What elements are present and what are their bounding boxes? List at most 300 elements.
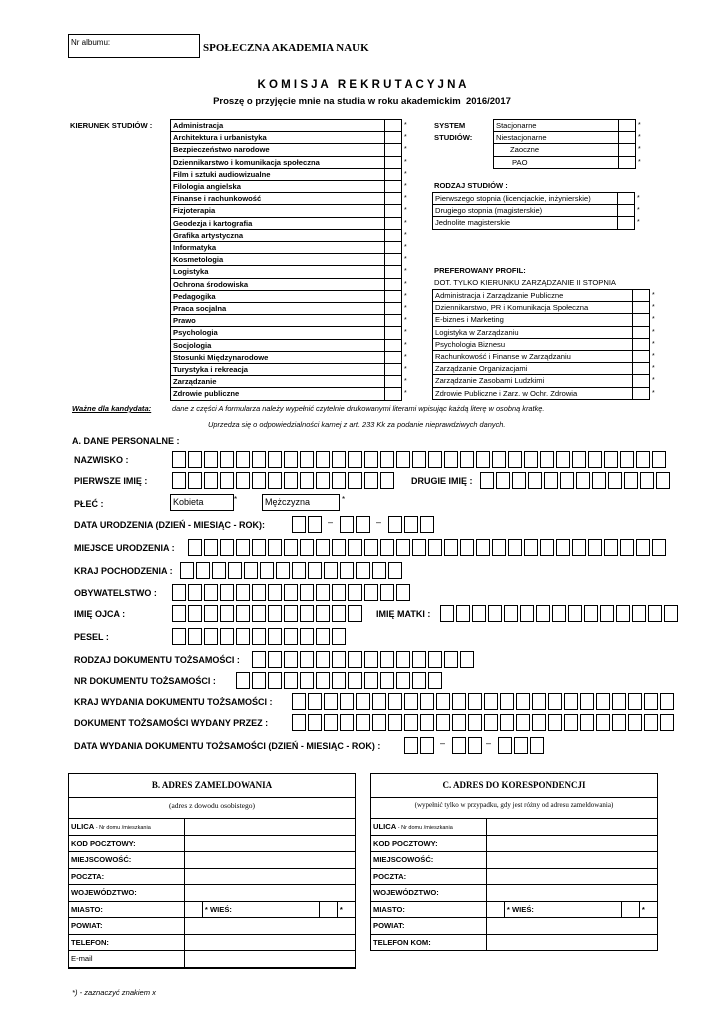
letter-cell[interactable] bbox=[564, 693, 578, 710]
kierunek-item-checkbox[interactable] bbox=[385, 156, 402, 168]
letter-cell[interactable] bbox=[252, 539, 266, 556]
letter-cell[interactable] bbox=[428, 672, 442, 689]
letter-cell[interactable] bbox=[476, 451, 490, 468]
rodzaj-item-checkbox[interactable] bbox=[618, 193, 635, 205]
c-telefon-field[interactable] bbox=[487, 934, 658, 951]
letter-cell[interactable] bbox=[396, 651, 410, 668]
letter-cell[interactable] bbox=[412, 672, 426, 689]
c-powiat-field[interactable] bbox=[487, 918, 658, 935]
letter-cell[interactable] bbox=[636, 539, 650, 556]
kierunek-item-checkbox[interactable] bbox=[385, 388, 402, 400]
kierunek-item-checkbox[interactable] bbox=[385, 364, 402, 376]
letter-cell[interactable] bbox=[348, 672, 362, 689]
letter-cell[interactable] bbox=[220, 605, 234, 622]
letter-cell[interactable] bbox=[292, 693, 306, 710]
letter-cell[interactable] bbox=[228, 562, 242, 579]
letter-cell[interactable] bbox=[452, 714, 466, 731]
profil-item-checkbox[interactable] bbox=[633, 290, 650, 302]
kierunek-item-checkbox[interactable] bbox=[385, 193, 402, 205]
letter-cell[interactable] bbox=[388, 516, 402, 533]
letter-cell[interactable] bbox=[372, 562, 386, 579]
letter-cell[interactable] bbox=[500, 693, 514, 710]
data-ur-year[interactable] bbox=[388, 516, 436, 533]
letter-cell[interactable] bbox=[396, 672, 410, 689]
letter-cell[interactable] bbox=[364, 672, 378, 689]
letter-cell[interactable] bbox=[236, 628, 250, 645]
letter-cell[interactable] bbox=[632, 605, 646, 622]
letter-cell[interactable] bbox=[220, 539, 234, 556]
letter-cell[interactable] bbox=[536, 605, 550, 622]
letter-cell[interactable] bbox=[316, 605, 330, 622]
letter-cell[interactable] bbox=[380, 651, 394, 668]
kierunek-item-checkbox[interactable] bbox=[385, 120, 402, 132]
letter-cell[interactable] bbox=[204, 605, 218, 622]
letter-cell[interactable] bbox=[576, 472, 590, 489]
letter-cell[interactable] bbox=[276, 562, 290, 579]
letter-cell[interactable] bbox=[372, 693, 386, 710]
drugie-imie-cells[interactable] bbox=[480, 472, 672, 489]
kobieta-checkbox[interactable]: Kobieta bbox=[170, 494, 234, 511]
letter-cell[interactable] bbox=[608, 472, 622, 489]
letter-cell[interactable] bbox=[568, 605, 582, 622]
letter-cell[interactable] bbox=[172, 605, 186, 622]
letter-cell[interactable] bbox=[332, 584, 346, 601]
letter-cell[interactable] bbox=[436, 714, 450, 731]
kierunek-item-checkbox[interactable] bbox=[385, 254, 402, 266]
pierwsze-imie-cells[interactable] bbox=[172, 472, 396, 489]
letter-cell[interactable] bbox=[268, 539, 282, 556]
letter-cell[interactable] bbox=[348, 539, 362, 556]
nazwisko-cells[interactable] bbox=[172, 451, 668, 468]
letter-cell[interactable] bbox=[420, 516, 434, 533]
letter-cell[interactable] bbox=[204, 539, 218, 556]
letter-cell[interactable] bbox=[656, 472, 670, 489]
letter-cell[interactable] bbox=[300, 451, 314, 468]
profil-item-checkbox[interactable] bbox=[633, 351, 650, 363]
c-miejscowosc-field[interactable] bbox=[487, 852, 658, 869]
letter-cell[interactable] bbox=[236, 472, 250, 489]
letter-cell[interactable] bbox=[564, 714, 578, 731]
letter-cell[interactable] bbox=[236, 451, 250, 468]
kierunek-item-checkbox[interactable] bbox=[385, 376, 402, 388]
letter-cell[interactable] bbox=[356, 693, 370, 710]
letter-cell[interactable] bbox=[412, 651, 426, 668]
letter-cell[interactable] bbox=[284, 539, 298, 556]
mezczyzna-checkbox[interactable]: Mężczyzna bbox=[262, 494, 340, 511]
letter-cell[interactable] bbox=[480, 472, 494, 489]
letter-cell[interactable] bbox=[612, 714, 626, 731]
letter-cell[interactable] bbox=[476, 539, 490, 556]
letter-cell[interactable] bbox=[172, 451, 186, 468]
letter-cell[interactable] bbox=[640, 472, 654, 489]
letter-cell[interactable] bbox=[188, 628, 202, 645]
letter-cell[interactable] bbox=[508, 539, 522, 556]
letter-cell[interactable] bbox=[220, 628, 234, 645]
kierunek-item-checkbox[interactable] bbox=[385, 266, 402, 278]
letter-cell[interactable] bbox=[268, 672, 282, 689]
kierunek-item-checkbox[interactable] bbox=[385, 339, 402, 351]
c-wies-checkbox[interactable] bbox=[622, 901, 640, 918]
data-ur-day[interactable] bbox=[292, 516, 324, 533]
letter-cell[interactable] bbox=[300, 605, 314, 622]
profil-item-checkbox[interactable] bbox=[633, 314, 650, 326]
letter-cell[interactable] bbox=[496, 472, 510, 489]
letter-cell[interactable] bbox=[364, 651, 378, 668]
letter-cell[interactable] bbox=[308, 714, 322, 731]
letter-cell[interactable] bbox=[364, 451, 378, 468]
letter-cell[interactable] bbox=[372, 714, 386, 731]
letter-cell[interactable] bbox=[444, 451, 458, 468]
letter-cell[interactable] bbox=[188, 472, 202, 489]
letter-cell[interactable] bbox=[512, 472, 526, 489]
letter-cell[interactable] bbox=[180, 562, 194, 579]
obywatelstwo-cells[interactable] bbox=[172, 584, 412, 601]
letter-cell[interactable] bbox=[332, 451, 346, 468]
letter-cell[interactable] bbox=[260, 562, 274, 579]
letter-cell[interactable] bbox=[644, 714, 658, 731]
letter-cell[interactable] bbox=[340, 516, 354, 533]
b-kod-field[interactable] bbox=[185, 835, 356, 852]
letter-cell[interactable] bbox=[380, 584, 394, 601]
letter-cell[interactable] bbox=[300, 584, 314, 601]
letter-cell[interactable] bbox=[252, 584, 266, 601]
letter-cell[interactable] bbox=[340, 562, 354, 579]
kierunek-item-checkbox[interactable] bbox=[385, 205, 402, 217]
letter-cell[interactable] bbox=[252, 628, 266, 645]
profil-item-checkbox[interactable] bbox=[633, 326, 650, 338]
profil-item-checkbox[interactable] bbox=[633, 302, 650, 314]
letter-cell[interactable] bbox=[348, 472, 362, 489]
letter-cell[interactable] bbox=[444, 651, 458, 668]
letter-cell[interactable] bbox=[532, 693, 546, 710]
letter-cell[interactable] bbox=[356, 714, 370, 731]
letter-cell[interactable] bbox=[204, 472, 218, 489]
letter-cell[interactable] bbox=[636, 451, 650, 468]
profil-item-checkbox[interactable] bbox=[633, 375, 650, 387]
letter-cell[interactable] bbox=[300, 539, 314, 556]
letter-cell[interactable] bbox=[612, 693, 626, 710]
letter-cell[interactable] bbox=[620, 539, 634, 556]
letter-cell[interactable] bbox=[316, 451, 330, 468]
letter-cell[interactable] bbox=[556, 539, 570, 556]
letter-cell[interactable] bbox=[620, 451, 634, 468]
b-ulica-field[interactable] bbox=[185, 819, 356, 836]
letter-cell[interactable] bbox=[364, 539, 378, 556]
kierunek-item-checkbox[interactable] bbox=[385, 303, 402, 315]
pesel-cells[interactable] bbox=[172, 628, 348, 645]
letter-cell[interactable] bbox=[452, 693, 466, 710]
letter-cell[interactable] bbox=[428, 451, 442, 468]
b-poczta-field[interactable] bbox=[185, 868, 356, 885]
letter-cell[interactable] bbox=[380, 672, 394, 689]
system-item-checkbox[interactable] bbox=[619, 120, 636, 132]
letter-cell[interactable] bbox=[308, 562, 322, 579]
letter-cell[interactable] bbox=[660, 693, 674, 710]
letter-cell[interactable] bbox=[584, 605, 598, 622]
letter-cell[interactable] bbox=[520, 605, 534, 622]
letter-cell[interactable] bbox=[420, 714, 434, 731]
letter-cell[interactable] bbox=[596, 714, 610, 731]
letter-cell[interactable] bbox=[220, 584, 234, 601]
imie-matki-cells[interactable] bbox=[440, 605, 680, 622]
kierunek-item-checkbox[interactable] bbox=[385, 315, 402, 327]
letter-cell[interactable] bbox=[348, 451, 362, 468]
letter-cell[interactable] bbox=[420, 693, 434, 710]
letter-cell[interactable] bbox=[204, 451, 218, 468]
c-poczta-field[interactable] bbox=[487, 868, 658, 885]
letter-cell[interactable] bbox=[652, 539, 666, 556]
letter-cell[interactable] bbox=[572, 539, 586, 556]
wydany-przez-cells[interactable] bbox=[292, 714, 676, 731]
letter-cell[interactable] bbox=[196, 562, 210, 579]
c-wojewodztwo-field[interactable] bbox=[487, 885, 658, 902]
kierunek-item-checkbox[interactable] bbox=[385, 181, 402, 193]
letter-cell[interactable] bbox=[172, 584, 186, 601]
letter-cell[interactable] bbox=[524, 451, 538, 468]
data-wyd-year[interactable] bbox=[498, 737, 546, 754]
letter-cell[interactable] bbox=[244, 562, 258, 579]
letter-cell[interactable] bbox=[624, 472, 638, 489]
letter-cell[interactable] bbox=[514, 737, 528, 754]
letter-cell[interactable] bbox=[468, 693, 482, 710]
b-telefon-field[interactable] bbox=[185, 934, 356, 951]
letter-cell[interactable] bbox=[664, 605, 678, 622]
letter-cell[interactable] bbox=[268, 651, 282, 668]
letter-cell[interactable] bbox=[516, 714, 530, 731]
letter-cell[interactable] bbox=[204, 584, 218, 601]
letter-cell[interactable] bbox=[252, 605, 266, 622]
letter-cell[interactable] bbox=[388, 714, 402, 731]
letter-cell[interactable] bbox=[332, 472, 346, 489]
letter-cell[interactable] bbox=[188, 605, 202, 622]
c-ulica-field[interactable] bbox=[487, 819, 658, 836]
letter-cell[interactable] bbox=[380, 472, 394, 489]
letter-cell[interactable] bbox=[600, 605, 614, 622]
letter-cell[interactable] bbox=[492, 539, 506, 556]
kierunek-item-checkbox[interactable] bbox=[385, 144, 402, 156]
c-kod-field[interactable] bbox=[487, 835, 658, 852]
letter-cell[interactable] bbox=[580, 714, 594, 731]
data-wyd-month[interactable] bbox=[452, 737, 484, 754]
letter-cell[interactable] bbox=[588, 539, 602, 556]
system-item-checkbox[interactable] bbox=[619, 132, 636, 144]
letter-cell[interactable] bbox=[444, 539, 458, 556]
letter-cell[interactable] bbox=[456, 605, 470, 622]
c-miasto-checkbox[interactable] bbox=[487, 901, 505, 918]
letter-cell[interactable] bbox=[284, 451, 298, 468]
letter-cell[interactable] bbox=[300, 628, 314, 645]
letter-cell[interactable] bbox=[468, 714, 482, 731]
letter-cell[interactable] bbox=[340, 693, 354, 710]
data-wyd-day[interactable] bbox=[404, 737, 436, 754]
letter-cell[interactable] bbox=[268, 584, 282, 601]
letter-cell[interactable] bbox=[648, 605, 662, 622]
letter-cell[interactable] bbox=[188, 539, 202, 556]
letter-cell[interactable] bbox=[284, 628, 298, 645]
letter-cell[interactable] bbox=[628, 693, 642, 710]
letter-cell[interactable] bbox=[460, 651, 474, 668]
letter-cell[interactable] bbox=[220, 472, 234, 489]
b-miasto-checkbox[interactable] bbox=[185, 901, 203, 918]
letter-cell[interactable] bbox=[420, 737, 434, 754]
letter-cell[interactable] bbox=[660, 714, 674, 731]
b-email-field[interactable] bbox=[185, 951, 356, 968]
system-item-checkbox[interactable] bbox=[619, 144, 636, 156]
letter-cell[interactable] bbox=[484, 714, 498, 731]
letter-cell[interactable] bbox=[404, 516, 418, 533]
letter-cell[interactable] bbox=[484, 693, 498, 710]
letter-cell[interactable] bbox=[316, 672, 330, 689]
letter-cell[interactable] bbox=[308, 516, 322, 533]
letter-cell[interactable] bbox=[560, 472, 574, 489]
letter-cell[interactable] bbox=[316, 651, 330, 668]
system-item-checkbox[interactable] bbox=[619, 156, 636, 168]
letter-cell[interactable] bbox=[524, 539, 538, 556]
letter-cell[interactable] bbox=[284, 472, 298, 489]
letter-cell[interactable] bbox=[332, 539, 346, 556]
data-ur-month[interactable] bbox=[340, 516, 372, 533]
kierunek-item-checkbox[interactable] bbox=[385, 168, 402, 180]
kierunek-item-checkbox[interactable] bbox=[385, 327, 402, 339]
kraj-wydania-cells[interactable] bbox=[292, 693, 676, 710]
letter-cell[interactable] bbox=[500, 714, 514, 731]
letter-cell[interactable] bbox=[204, 628, 218, 645]
letter-cell[interactable] bbox=[324, 693, 338, 710]
letter-cell[interactable] bbox=[516, 693, 530, 710]
letter-cell[interactable] bbox=[396, 451, 410, 468]
letter-cell[interactable] bbox=[332, 605, 346, 622]
kierunek-item-checkbox[interactable] bbox=[385, 217, 402, 229]
letter-cell[interactable] bbox=[188, 451, 202, 468]
letter-cell[interactable] bbox=[332, 672, 346, 689]
letter-cell[interactable] bbox=[488, 605, 502, 622]
letter-cell[interactable] bbox=[596, 693, 610, 710]
letter-cell[interactable] bbox=[472, 605, 486, 622]
letter-cell[interactable] bbox=[460, 451, 474, 468]
letter-cell[interactable] bbox=[332, 651, 346, 668]
letter-cell[interactable] bbox=[404, 693, 418, 710]
letter-cell[interactable] bbox=[498, 737, 512, 754]
letter-cell[interactable] bbox=[548, 693, 562, 710]
letter-cell[interactable] bbox=[292, 714, 306, 731]
letter-cell[interactable] bbox=[324, 562, 338, 579]
b-powiat-field[interactable] bbox=[185, 918, 356, 935]
letter-cell[interactable] bbox=[252, 472, 266, 489]
letter-cell[interactable] bbox=[404, 714, 418, 731]
letter-cell[interactable] bbox=[544, 472, 558, 489]
b-wies-checkbox[interactable] bbox=[320, 901, 338, 918]
profil-item-checkbox[interactable] bbox=[633, 387, 650, 399]
letter-cell[interactable] bbox=[172, 628, 186, 645]
letter-cell[interactable] bbox=[188, 584, 202, 601]
letter-cell[interactable] bbox=[604, 539, 618, 556]
letter-cell[interactable] bbox=[236, 672, 250, 689]
letter-cell[interactable] bbox=[172, 472, 186, 489]
kierunek-item-checkbox[interactable] bbox=[385, 132, 402, 144]
letter-cell[interactable] bbox=[528, 472, 542, 489]
letter-cell[interactable] bbox=[436, 693, 450, 710]
kierunek-item-checkbox[interactable] bbox=[385, 229, 402, 241]
letter-cell[interactable] bbox=[396, 584, 410, 601]
letter-cell[interactable] bbox=[316, 628, 330, 645]
letter-cell[interactable] bbox=[252, 651, 266, 668]
letter-cell[interactable] bbox=[324, 714, 338, 731]
letter-cell[interactable] bbox=[592, 472, 606, 489]
letter-cell[interactable] bbox=[284, 584, 298, 601]
letter-cell[interactable] bbox=[292, 562, 306, 579]
letter-cell[interactable] bbox=[530, 737, 544, 754]
letter-cell[interactable] bbox=[220, 451, 234, 468]
letter-cell[interactable] bbox=[616, 605, 630, 622]
letter-cell[interactable] bbox=[348, 605, 362, 622]
letter-cell[interactable] bbox=[252, 451, 266, 468]
letter-cell[interactable] bbox=[604, 451, 618, 468]
letter-cell[interactable] bbox=[404, 737, 418, 754]
letter-cell[interactable] bbox=[572, 451, 586, 468]
profil-item-checkbox[interactable] bbox=[633, 338, 650, 350]
letter-cell[interactable] bbox=[348, 651, 362, 668]
letter-cell[interactable] bbox=[440, 605, 454, 622]
letter-cell[interactable] bbox=[388, 693, 402, 710]
kierunek-item-checkbox[interactable] bbox=[385, 351, 402, 363]
letter-cell[interactable] bbox=[300, 672, 314, 689]
letter-cell[interactable] bbox=[332, 628, 346, 645]
rodzaj-item-checkbox[interactable] bbox=[618, 217, 635, 229]
letter-cell[interactable] bbox=[412, 539, 426, 556]
b-miejscowosc-field[interactable] bbox=[185, 852, 356, 869]
letter-cell[interactable] bbox=[316, 584, 330, 601]
rodzaj-dokumentu-cells[interactable] bbox=[252, 651, 476, 668]
letter-cell[interactable] bbox=[284, 605, 298, 622]
letter-cell[interactable] bbox=[380, 451, 394, 468]
letter-cell[interactable] bbox=[540, 451, 554, 468]
imie-ojca-cells[interactable] bbox=[172, 605, 364, 622]
letter-cell[interactable] bbox=[292, 516, 306, 533]
letter-cell[interactable] bbox=[412, 451, 426, 468]
letter-cell[interactable] bbox=[316, 539, 330, 556]
letter-cell[interactable] bbox=[588, 451, 602, 468]
letter-cell[interactable] bbox=[428, 539, 442, 556]
letter-cell[interactable] bbox=[396, 539, 410, 556]
letter-cell[interactable] bbox=[316, 472, 330, 489]
kierunek-item-checkbox[interactable] bbox=[385, 278, 402, 290]
letter-cell[interactable] bbox=[268, 472, 282, 489]
letter-cell[interactable] bbox=[492, 451, 506, 468]
letter-cell[interactable] bbox=[364, 584, 378, 601]
letter-cell[interactable] bbox=[236, 584, 250, 601]
letter-cell[interactable] bbox=[212, 562, 226, 579]
letter-cell[interactable] bbox=[452, 737, 466, 754]
letter-cell[interactable] bbox=[252, 672, 266, 689]
letter-cell[interactable] bbox=[504, 605, 518, 622]
letter-cell[interactable] bbox=[508, 451, 522, 468]
kierunek-item-checkbox[interactable] bbox=[385, 290, 402, 302]
letter-cell[interactable] bbox=[300, 472, 314, 489]
letter-cell[interactable] bbox=[284, 651, 298, 668]
letter-cell[interactable] bbox=[284, 672, 298, 689]
nr-dokumentu-cells[interactable] bbox=[236, 672, 444, 689]
letter-cell[interactable] bbox=[552, 605, 566, 622]
letter-cell[interactable] bbox=[460, 539, 474, 556]
letter-cell[interactable] bbox=[556, 451, 570, 468]
b-wojewodztwo-field[interactable] bbox=[185, 885, 356, 902]
letter-cell[interactable] bbox=[236, 605, 250, 622]
letter-cell[interactable] bbox=[388, 562, 402, 579]
letter-cell[interactable] bbox=[268, 605, 282, 622]
letter-cell[interactable] bbox=[300, 651, 314, 668]
kraj-pochodzenia-cells[interactable] bbox=[180, 562, 404, 579]
letter-cell[interactable] bbox=[356, 562, 370, 579]
